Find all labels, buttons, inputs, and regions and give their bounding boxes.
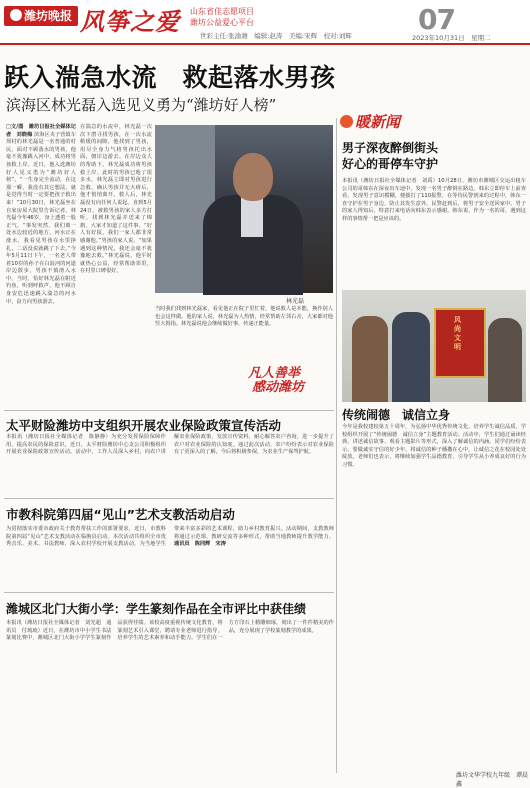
story-education-byline: 通讯员 陈同辉 宋涛 <box>174 541 226 548</box>
slogan-badge: 凡人善举 感动潍坊 <box>248 366 305 395</box>
main-story-byline: □文/图 潍坊日报社全媒体记者 刘晓梅 <box>6 124 76 138</box>
story-seal-carving-title: 潍城区北门大街小学：学生篆刻作品在全市评比中获佳绩 <box>6 602 307 616</box>
heart-icon <box>340 115 353 128</box>
main-story-col-2: 在湍急的水流中，林光磊一次次下潜寻找男孩，在一次水流稍缓的间隙，他找到了男孩，用尽全身力气将男孩托出水面，朝岸边游去。在岸边众人的帮助下，林光磊成功将男孩救上岸。此时的男孩已呛了很多水，林光磊立即对男孩进行急救，确认男孩并无大碍后，他才悄悄离开。救人后，林光磊没有向任何人说起。直到5月24日，被救男孩的家人多方打听，找到林光磊并送来了锦旗，大家才知道了这件事。“好人有好报，我们一家人都非常感谢他。”男孩的家人说。“如果遇到这种情况，我还会毫不犹豫地去救。”林光磊说，他平时就热心公益，经常帮助邻里，在村里口碑很好。 <box>80 124 152 275</box>
integrity-story-body: 今年是我校建校第五十周年，为弘扬中华优秀传统文化，培养学生诚信品质，学校组织开展了“传统闹德 诚信立身”主题教育活动。活动中，学生们通过诵读经典、讲述诚信故事、观看主题影片等形式，深入了解诚信的内涵。同学们纷纷表示，要做诚实守信的好少年，将诚信的种子播撒在心中，让诚信之花在校园处处绽放。老师们也表示，将继续加强学生品德教育，引导学生从小养成良好的行为习惯。 <box>342 424 526 468</box>
section-divider <box>4 498 334 499</box>
newspaper-logo[interactable]: 潍坊晚报 <box>4 6 78 26</box>
warm-news-tag: 暖新闻 <box>340 111 400 132</box>
main-headline: 跃入湍急水流 救起落水男孩 <box>4 63 336 92</box>
page-number: 07 <box>418 3 455 36</box>
section-divider <box>4 410 334 411</box>
story-education-title: 市教科院第四届“见山”艺术支教活动启动 <box>6 507 235 522</box>
logo-icon <box>10 9 22 21</box>
integrity-story-title: 传统闹德 诚信立身 <box>342 408 451 422</box>
banner-ceremony-photo <box>342 290 526 402</box>
main-story-col-3: 当时我们找到林光磊家，看见他正在院子里忙着，他说救人是本能，换作别人也会这样做。他的家人说，林光磊为人热情，经常帮助左邻右舍，大家都对他竖大拇指。林光磊说他会继续做好事，传递正能量。 <box>155 306 333 328</box>
section-divider <box>4 592 334 593</box>
editor-credits: 世彩主任:张渝潍 编辑:赵涛 美编:宋辉 校对:刘辉 <box>200 32 352 40</box>
story-seal-carving-body: 本报讯（潍坊日报社全媒体记者 刘光超 通讯员 付琉琉）近日，在潍坊市中小学生书法篆刻比赛中，潍城区北门大街小学学生篆刻作品获得佳绩。该校高度重视传统文化教育，将篆刻艺术引入课堂，聘请专业老师进行指导，培养学生的艺术素养和动手能力。学生们在一方方印石上精雕细琢，刻出了一件件精美的作品，充分展现了学校篆刻教学的成果。 <box>6 620 334 642</box>
author-caption: 潍坊文华学校九年级 谭晨鑫 <box>456 772 529 788</box>
column-brand: 风筝之爱 <box>80 7 180 36</box>
rescuer-photo <box>155 125 333 293</box>
main-subheadline: 滨海区林光磊入选见义勇为“潍坊好人榜” <box>6 96 277 114</box>
column-divider <box>336 118 337 773</box>
story-insurance-body: 本报讯（潍坊日报社全媒体记者 陈静静）为充分发挥保险保障作用，提高农民的保险意识，近日，太平财险潍坊中心支公司积极组织开展农业保险政策宣传活动。活动中，工作人员深入乡村，向农户讲解农业保险政策，发放宣传资料，耐心解答农户咨询，进一步提升了农户对农业保险的认知度。通过此次活动，农户纷纷表示对农业保险有了更深入的了解，今后将积极参保，为农业生产保驾护航。 <box>6 434 334 456</box>
story-education-body: 为贯彻落实市委市政府关于教育帮扶工作的部署要求，近日，市教科院第四届“见山”艺术支教活动在临朐县启动。本次活动共组织全市优秀音乐、美术、书法教师，深入农村学校开展支教活动，为当地学生带来丰富多彩的艺术课程，助力乡村教育振兴。活动期间，支教教师将通过示范课、教研交流等多种形式，帮助当地教师提升教学能力。 通讯员 陈同辉 宋涛 <box>6 526 334 548</box>
main-story-col-1: □文/图 潍坊日报社全媒体记者 刘晓梅 滨海区夹子营镇车坝村的林光磊是一名普通的村民，面对不顾落水的男孩，他毫不犹豫跳入河中，成功将男孩救上岸。近日，他入选潍坊好人见义勇为“潍坊好人榜”。“一生身完全流动，在这那一瞬，我没有其它想法，就是觉得当时一定要把孩子救出来！”10月30日，林光磊坐在自家房屋大院里告诉记者。林光磊今年46岁，身上透着一股正气。“事发突然，我们离一处水边较近的地方，河水正在涨水，我看见男孩在水里挣扎，二话没说就跳了下去。”今年5月11日下午，一名老人带着10岁的孙子在白浪河的河道岸边散步，男孩不慎滑入水中。当时，恰好林光磊在附近钓鱼，听到呼救声，他不顾自身安危迅速跳入湍急的河水中，奋力向男孩游去。 <box>6 124 76 305</box>
photo-caption: 林光磊 <box>286 298 305 305</box>
silk-banner: 风尚文明 <box>434 308 486 378</box>
story-insurance-title: 太平财险潍坊中支组织开展农业保险政策宣传活动 <box>6 418 282 433</box>
drunk-man-story-title: 男子深夜醉倒街头 好心的哥停车守护 <box>342 141 439 171</box>
brand-subtitle: 山东省佳志愿项目 潍坊公益爱心平台 <box>190 7 254 27</box>
drunk-man-story-body: 本报讯（潍坊日报社全媒体记者 刘禹）10月28日，潍坊市潍城区交运出租车公司的哥韩东在深夜出车途中，发现一名男子醉倒在路边。韩东立即停车上前查看，发现男子意识模糊，便拨打了110报警。在等待民警到来的过程中，韩东一直守护在男子身边，防止其发生意外。民警赶到后，将男子安全送回家中。男子的家人得知后，特意打来电话向韩东表示感谢。韩东说，作为一名的哥，遇到这样的事情帮一把是应该的。 <box>342 178 526 222</box>
issue-date: 2023年10月31日 星期二 <box>412 34 491 42</box>
masthead-rule <box>0 43 530 45</box>
masthead <box>0 0 530 44</box>
